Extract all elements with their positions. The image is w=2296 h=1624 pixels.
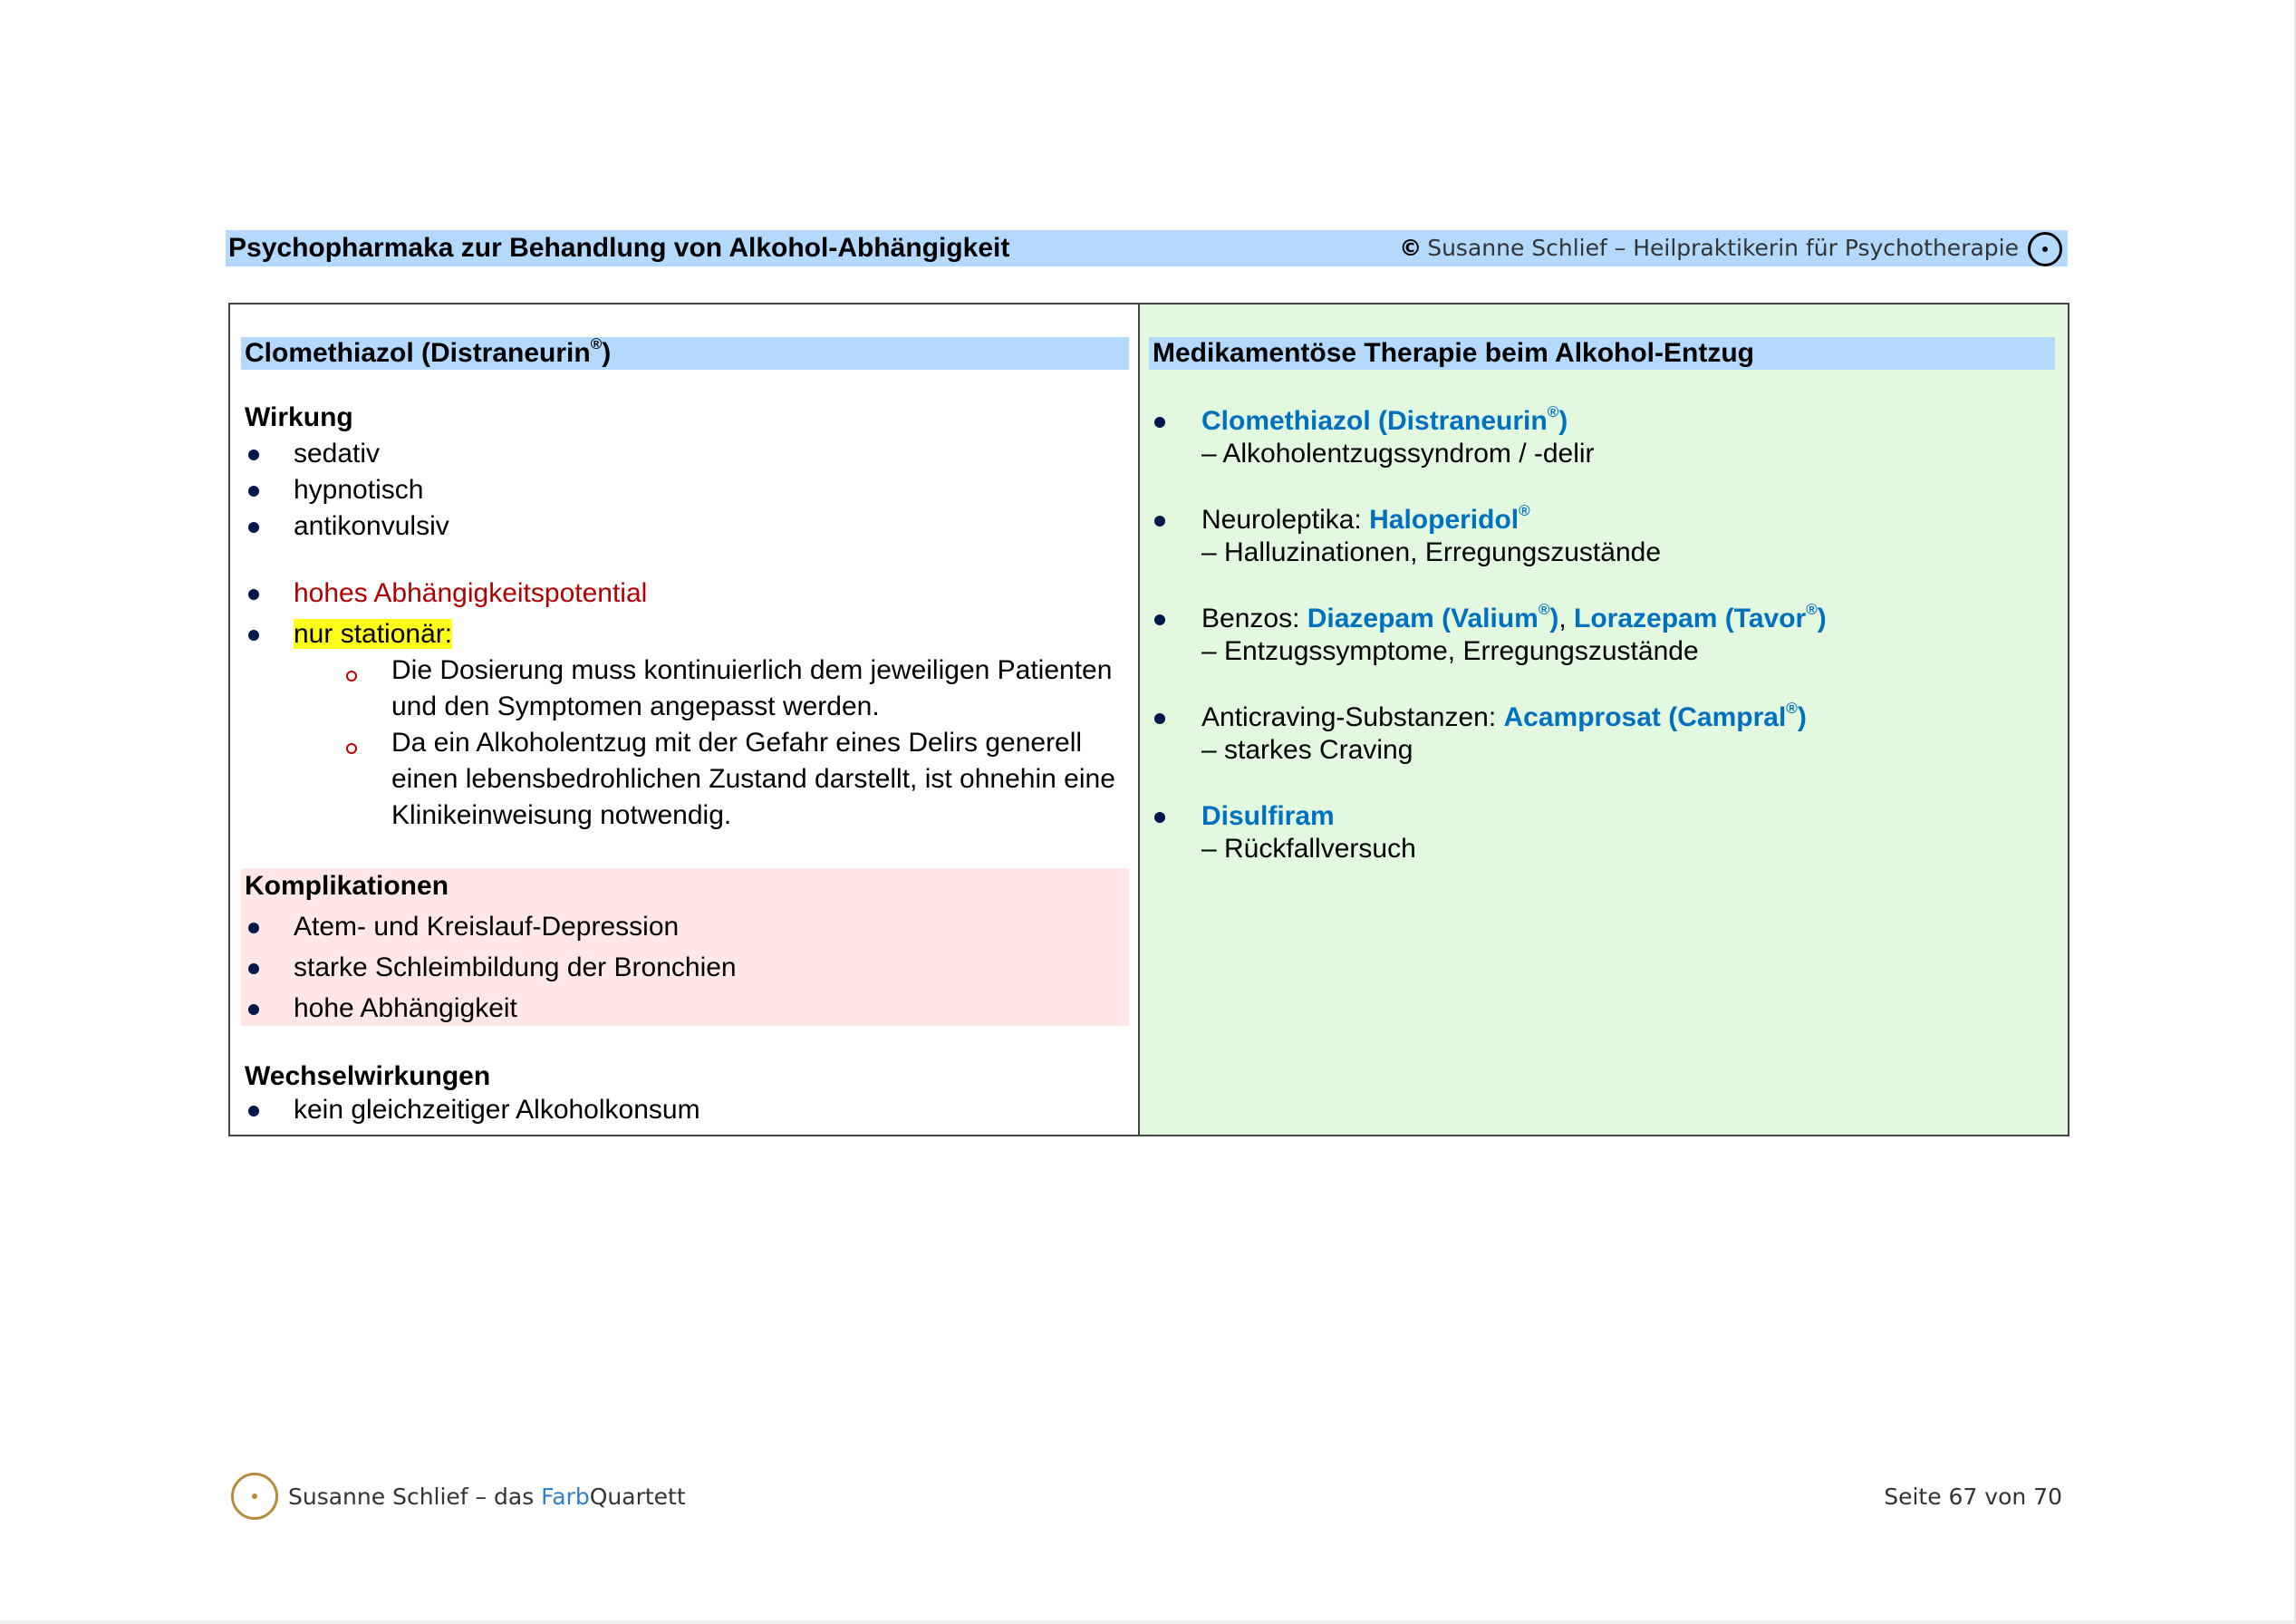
bullet [1154,516,1165,527]
page-number: Seite 67 von 70 [1884,1484,2062,1510]
copyright-symbol: © [1399,235,1423,261]
therapy-detail: – Halluzinationen, Erregungszustände [1201,537,1661,567]
bullet [1154,614,1165,625]
bullet [1154,417,1165,428]
wirkung-item: hypnotisch [294,475,424,505]
therapy-detail: – Alkoholentzugssyndrom / -delir [1201,439,1595,469]
bullet [248,1106,259,1116]
komplikation-item: hohe Abhängigkeit [294,993,517,1023]
therapy-detail: – starkes Craving [1201,735,1413,765]
wirkung-item: sedativ [294,439,381,469]
left-column [230,304,1140,1135]
wechselwirkung-item: kein gleichzeitiger Alkoholkonsum [294,1095,700,1125]
content-table [228,303,2069,1136]
sub-item: Da ein Alkoholentzug mit der Gefahr eines Delirs generell einen lebensbedrohlichen Zustand darstellt, ist ohnehin eine Klinikeinweisung notwendig. [391,728,1115,830]
komplikation-item: Atem- und Kreislauf-Depression [294,912,680,942]
sub-item: Die Dosierung muss kontinuierlich dem jeweiligen Patienten und den Symptomen angepasst werden. [391,655,1113,721]
highlighted-text: nur stationär: [294,619,453,649]
sub-bullet [346,743,357,754]
bullet [1154,713,1165,724]
bullet [248,963,259,974]
therapy-drug: Anticraving-Substanzen: Acamprosat (Campral®) [1201,700,1807,732]
bullet [248,450,259,460]
therapy-detail: – Rückfallversuch [1201,834,1416,864]
therapy-drug: Neuroleptika: Haloperidol® [1201,502,1530,535]
header-author-text: Susanne Schlief – Heilpraktikerin für Psychotherapie [1427,235,2019,261]
komplikationen-heading: Komplikationen [245,871,449,901]
brand-logo-icon [231,1473,278,1520]
right-column-title: Medikamentöse Therapie beim Alkohol-Entzug [1149,337,2055,370]
right-column [1140,304,2068,1135]
therapy-drug: Disulfiram [1201,801,1335,831]
sub-bullet [346,671,357,682]
footer-brand: Susanne Schlief – das FarbQuartett [288,1484,686,1510]
page-title: Psychopharmaka zur Behandlung von Alkohol-Abhängigkeit [228,233,1010,263]
wechselwirkungen-heading: Wechselwirkungen [245,1061,491,1091]
circle-dot-icon [2028,232,2062,266]
wirkung-heading: Wirkung [245,402,353,432]
bullet [248,1004,259,1015]
header-author [1399,230,2019,266]
therapy-detail: – Entzugssymptome, Erregungszustände [1201,636,1699,666]
warning-item: hohes Abhängigkeitspotential [294,578,648,608]
therapy-drug: Clomethiazol (Distraneurin®) [1201,403,1568,436]
bullet [248,589,259,600]
bullet [248,923,259,933]
bullet [248,522,259,533]
komplikation-item: starke Schleimbildung der Bronchien [294,952,737,982]
stationaer-item [294,618,452,651]
bullet [248,630,259,641]
bullet [1154,812,1165,823]
therapy-drug: Benzos: Diazepam (Valium®), Lorazepam (Tavor®) [1201,601,1827,633]
bullet [248,486,259,497]
left-column-title: Clomethiazol (Distraneurin®) [241,337,1129,370]
wirkung-item: antikonvulsiv [294,511,449,541]
